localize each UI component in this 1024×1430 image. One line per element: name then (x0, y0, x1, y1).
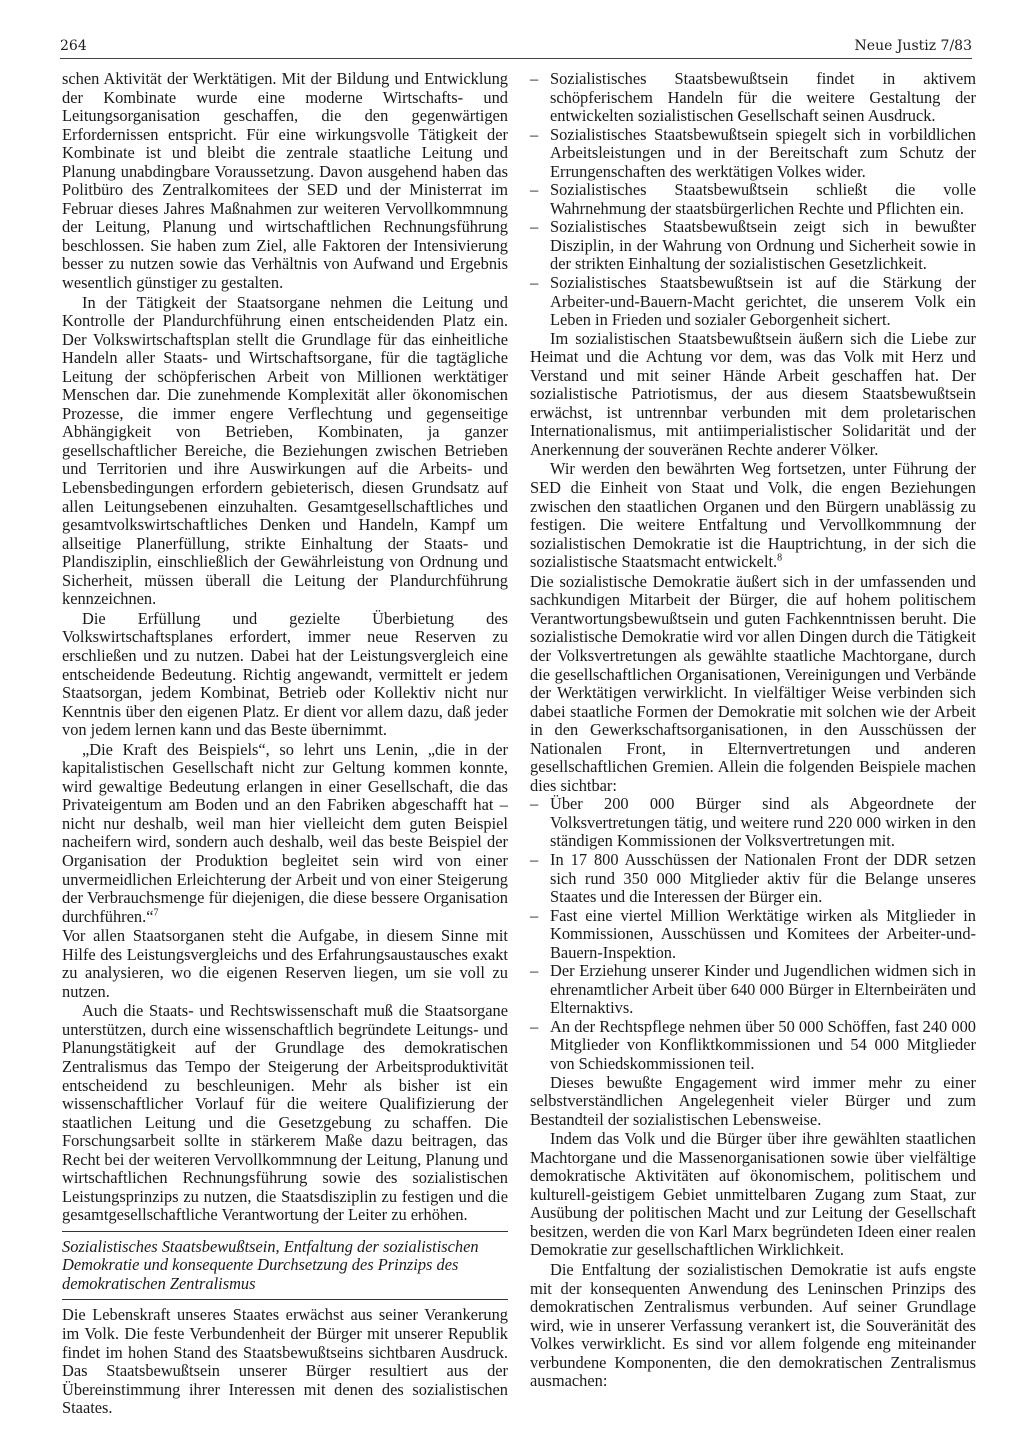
list-item-text: Sozialistisches Staatsbewußtsein schließt die volle Wahrnehmung der staatsbürgerlichen Rechte und Pflichten ein. (550, 180, 976, 218)
list-item (530, 218, 976, 274)
list-item (530, 126, 976, 182)
paragraph-text: Wir werden den bewährten Weg fortsetzen, unter Führung der SED die Einheit von Staat und Volk, die engen Beziehungen zwischen den staatlichen Organen und den Bürgern unablässig zu festigen. Die weitere Entfaltung und Vervollkommnung der sozialistischen Demokratie ist die Hauptrichtung, in der sich die sozialistische Staatsmacht entwickelt. (530, 459, 976, 572)
paragraph: Auch die Staats- und Rechtswissenschaft muß die Staatsorgane unterstützen, durch eine wissenschaftlich begründete Leitungs- und Planungstätigkeit auf der Grundlage des demokratischen Zentralismus das Tempo der Steigerung der Arbeitsproduktivität entscheidend zu beschleunigen. Mehr als bisher ist ein wissenschaftlicher Vorlauf für die weitere Qualifizierung der staatlichen Leitung und die Gesetzgebung zu schaffen. Die Forschungsarbeit sollte in stärkerem Maße dazu beitragen, das Recht bei der weiteren Vervollkommnung der Leitung, Planung und wirtschaftlichen Rechnungsführung sowie des sozialistischen Leistungsprinzips zu nutzen, die Staatsdisziplin zu festigen und die gesamtgesellschaftliche Verantwortung der Leiter zu erhöhen. (62, 1001, 508, 1225)
list-item-text: Sozialistisches Staatsbewußtsein ist auf die Stärkung der Arbeiter-und-Bauern-Macht gerichtet, die unserem Volk ein Leben in Frieden und sozialer Geborgenheit sichert. (550, 273, 976, 330)
paragraph: Die Entfaltung der sozialistischen Demokratie ist aufs engste mit der konsequenten Anwendung des Leninschen Prinzips des demokratischen Zentralismus verbunden. Auf seiner Grundlage wird, wie in unserer Verfassung verankert ist, die Souveränität des Volkes verwirklicht. Es sind vor allem folgende eng miteinander verbundene Komponenten, die den demokratischen Zentralismus ausmachen: (530, 1260, 976, 1391)
section-paragraph: Die Lebenskraft unseres Staates erwächst aus seiner Verankerung im Volk. Die feste Verbundenheit der Bürger mit unserer Republik findet im hohen Stand des Staatsbewußtseins sichtbaren Ausdruck. Das Staatsbewußtsein unserer Bürger resultiert aus der Übereinstimmung ihrer Interessen mit denen des sozialistischen Staates. (62, 1305, 508, 1418)
paragraph: Dieses bewußte Engagement wird immer mehr zu einer selbstverständlichen Angelegenheit vieler Bürger und zum Bestandteil der sozialistischen Lebensweise. (530, 1072, 976, 1129)
list-item (530, 181, 976, 218)
paragraph: schen Aktivität der Werktätigen. Mit der Bildung und Entwicklung der Kombinate wurde eine moderne Wirtschafts- und Leitungsorganisation geschaffen, die den gegenwärtigen Erfordernissen entspricht. Für eine wirkungsvolle Tätigkeit der Kombinate ist und bleibt die zentrale staatliche Leitung und Planung unabdingbare Voraussetzung. Davon ausgehend haben das Politbüro des Zentralkomitees der SED und der Ministerrat im Februar dieses Jahres Maßnahmen zur weiteren Vervollkommnung der Leitung, Planung und wirtschaftlichen Rechnungsführung beschlossen. Sie haben zum Ziel, alle Faktoren der Intensivierung besser zu nutzen sowie das Verhältnis von Aufwand und Ergebnis wesentlich günstiger zu gestalten. (62, 69, 508, 293)
dash-marker: – (530, 180, 539, 200)
paragraph-with-footnote (530, 460, 976, 571)
header-rule (60, 58, 972, 59)
dash-marker: – (530, 849, 539, 869)
list-item (530, 851, 976, 907)
paragraph: Die sozialistische Demokratie äußert sich in der umfassenden und sachkundigen Mitarbeit der Bürger, die auf hohem politischem Verantwortungsbewußtsein und guten Fachkenntnissen beruht. Die sozialistische Demokratie wird vor allen Dingen durch die Tätigkeit der Volksvertretungen als gewählte staatliche Machtorgane, durch die gesellschaftlichen Organisationen, Vereinigungen und Verbände der Werktätigen verwirklicht. In vielfältiger Weise verbinden sich dabei staatliche Formen der Demokratie mit solchen wie der Arbeit in den Gewerkschaftsorganisationen, in den Ausschüssen der Nationalen Front, in Elternvertretungen und anderen gesellschaftlichen Gremien. Allein die folgenden Beispiele machen dies sichtbar: (530, 571, 976, 795)
dash-marker: – (530, 905, 539, 925)
lenin-quote-text: „Die Kraft des Beispiels“, so lehrt uns Lenin, „die in der kapitalistischen Gesellschaft nicht zur Geltung kommen konnte, wird gewaltige Bedeutung erlangen in einer Gesellschaft, die das Privateigentum am Boden und an den Fabriken abgeschafft hat – nicht nur deshalb, weil man hier vielleicht dem guten Beispiel nacheifern wird, sondern auch deshalb, weil das beste Beispiel der Organisation der Produktion begleitet sein wird von einer unvermeidlichen Erleichterung der Arbeit und von einer Steigerung der Verbrauchsmenge für diejenigen, die diese bessere Organisation durchführen.“ (62, 739, 508, 926)
paragraph: Vor allen Staatsorganen steht die Aufgabe, in diesem Sinne mit Hilfe des Leistungsvergleichs und des Erfahrungsaustausches exakt zu analysieren, wo die eigenen Reserven liegen, um sie voll zu nutzen. (62, 926, 508, 1001)
list-item (530, 274, 976, 330)
list-item (530, 70, 976, 126)
list-item-text: Über 200 000 Bürger sind als Abgeordnete der Volksvertretungen tätig, und weitere rund 220 000 wirken in den ständigen Kommissionen der Volksvertretungen mit. (550, 794, 976, 851)
paragraph: Indem das Volk und die Bürger über ihre gewählten staatlichen Machtorgane und die Massenorganisationen sowie über vielfältige demokratische Aktivitäten auf ökonomischem, politischem und kulturell-geistigem Gebiet unmittelbaren Zugang zum Staat, zur Ausübung der politischen Macht und zur Leitung der Gesellschaft besitzen, werden die von Karl Marx begründeten Ideen einer realen Demokratie zur gesellschaftlichen Wirklichkeit. (530, 1129, 976, 1260)
list-item-text: Sozialistisches Staatsbewußtsein spiegelt sich in vorbildlichen Arbeitsleistungen und in der Bereitschaft zum Schutz der Errungenschaften des werktätigen Volkes wider. (550, 124, 976, 181)
paragraph-lenin-quote (62, 741, 508, 926)
footnote-marker: 8 (777, 552, 783, 564)
dash-marker: – (530, 273, 539, 293)
dash-marker: – (530, 217, 539, 237)
dash-marker: – (530, 794, 539, 814)
right-column (530, 70, 976, 1391)
footnote-marker: 7 (153, 907, 159, 919)
list-item-text: In 17 800 Ausschüssen der Nationalen Front der DDR setzen sich rund 350 000 Mitglieder aktiv für die Belange unseres Staates und die Interessen der Bürger ein. (550, 849, 976, 907)
paragraph: Die Erfüllung und gezielte Überbietung des Volkswirtschaftsplanes erfordert, immer neue Reserven zu erschließen und zu nutzen. Dabei hat der Leistungsvergleich eine entscheidende Bedeutung. Richtig angewandt, vermittelt er jedem Staatsorgan, jedem Kombinat, Betrieb oder Kollektiv nicht nur Kenntnis über den eigenen Platz. Er dient vor allem dazu, daß jeder von jedem lernen kann und das Beste übernimmt. (62, 608, 508, 740)
list-item (530, 795, 976, 851)
dash-marker: – (530, 124, 539, 144)
list-item-text: Der Erziehung unserer Kinder und Jugendlichen widmen sich in ehrenamtlicher Arbeit über 640 000 Bürger in Elternbeiräten und Elternaktivs. (550, 961, 976, 1018)
journal-issue: Neue Justiz 7/83 (854, 38, 972, 54)
list-item-text: An der Rechtspflege nehmen über 50 000 Schöffen, fast 240 000 Mitglieder von Konfliktkommissionen und 54 000 Mitglieder von Schiedskommissionen teil. (550, 1016, 976, 1073)
section-rule-top (62, 1231, 508, 1232)
list-item (530, 962, 976, 1018)
dash-marker: – (530, 69, 539, 88)
page-number: 264 (60, 38, 87, 54)
list-item (530, 907, 976, 963)
list-item-text: Sozialistisches Staatsbewußtsein findet in aktivem schöpferischem Handeln für die weitere Gestaltung der entwickelten sozialistischen Gesellschaft seinen Ausdruck. (550, 69, 976, 126)
list-item (530, 1018, 976, 1074)
list-item-text: Fast eine viertel Million Werktätige wirken als Mitglieder in Kommissionen, Ausschüssen und Komitees der Arbeiter-und-Bauern-Inspektion. (550, 905, 976, 962)
section-rule-bottom (62, 1299, 508, 1300)
dash-marker: – (530, 1016, 539, 1036)
dash-marker: – (530, 961, 539, 981)
paragraph: Im sozialistischen Staatsbewußtsein äußern sich die Liebe zur Heimat und die Achtung vor dem, was das Volk mit Herz und Verstand und mit seiner Hände Arbeit geschaffen hat. Der sozialistische Patriotismus, der aus diesem Staatsbewußtsein erwächst, ist untrennbar verbunden mit dem proletarischen Internationalismus, mit antiimperialistischer Solidarität und der Anerkennung der souveränen Rechte anderer Völker. (530, 328, 976, 459)
left-column (62, 70, 508, 1418)
section-heading: Sozialistisches Staatsbewußtsein, Entfaltung der sozialistischen Demokratie und konsequente Durchsetzung des Prinzips des demokratischen Zentralismus (62, 1236, 479, 1293)
list-item-text: Sozialistisches Staatsbewußtsein zeigt sich in bewußter Disziplin, in der Wahrung von Ordnung und Sicherheit sowie in der strikten Einhaltung der sozialistischen Gesetzlichkeit. (550, 217, 976, 274)
paragraph: In der Tätigkeit der Staatsorgane nehmen die Leitung und Kontrolle der Plandurchführung einen entscheidenden Platz ein. Der Volkswirtschaftsplan stellt die Grundlage für das einheitliche Handeln aller Staats- und Wirtschaftsorgane, für die tagtägliche Leitung der schöpferischen Arbeit von Millionen werktätiger Menschen dar. Die zunehmende Komplexität aller ökonomischen Prozesse, die immer engere Verflechtung und gegenseitige Abhängigkeit von Betrieben, Kombinaten, ja ganzer gesellschaftlicher Bereiche, die Beziehungen zwischen Betrieben und Territorien und ihre Auswirkungen auf die Arbeits- und Lebensbedingungen erfordern gebieterisch, diesen Grundsatz auf allen Leitungsebenen einzuhalten. Gesamtgesellschaftliches und gesamtvolkswirtschaftliches Denken und Handeln, Kampf um allseitige Planerfüllung, strikte Einhaltung der Staats- und Plandisziplin, einschließlich der Gewährleistung von Ordnung und Sicherheit, müssen überall die Leitung der Plandurchführung kennzeichnen. (62, 292, 508, 609)
